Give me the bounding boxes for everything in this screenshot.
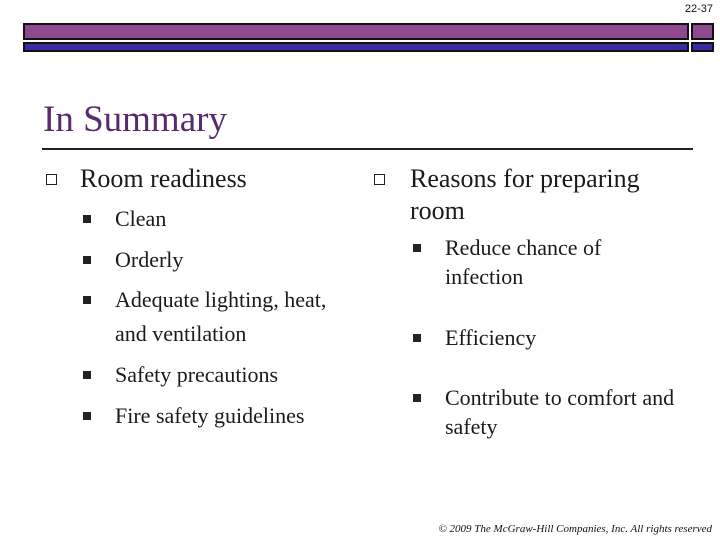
left-item-orderly: Orderly xyxy=(115,247,184,272)
slide-number: 22-37 xyxy=(684,3,713,15)
header-bar xyxy=(23,23,714,52)
header-bar-bottom xyxy=(23,42,689,52)
square-bullet-icon xyxy=(413,244,421,252)
square-bullet-icon xyxy=(413,334,421,342)
right-heading: Reasons for preparing room xyxy=(410,164,640,225)
square-bullet-icon xyxy=(83,296,91,304)
left-item-lighting: Adequate lighting, heat, and ventilation xyxy=(115,287,327,346)
header-square-top xyxy=(691,23,714,40)
left-item-clean: Clean xyxy=(115,206,167,231)
slide-title: In Summary xyxy=(43,99,227,140)
hollow-square-bullet-icon xyxy=(46,174,57,185)
title-rule xyxy=(42,148,693,150)
hollow-square-bullet-icon xyxy=(374,174,385,185)
square-bullet-icon xyxy=(83,412,91,420)
left-heading: Room readiness xyxy=(80,164,247,193)
left-item-safety: Safety precautions xyxy=(115,362,279,387)
copyright-notice: © 2009 The McGraw-Hill Companies, Inc. All rights reserved xyxy=(438,523,712,535)
left-item-fire: Fire safety guidelines xyxy=(115,403,305,428)
header-square-bottom xyxy=(691,42,714,52)
square-bullet-icon xyxy=(413,394,421,402)
square-bullet-icon xyxy=(83,215,91,223)
square-bullet-icon xyxy=(83,256,91,264)
right-item-efficiency: Efficiency xyxy=(445,325,537,350)
right-item-comfort: Contribute to comfort and safety xyxy=(445,385,675,439)
header-bar-top xyxy=(23,23,689,40)
right-item-infection: Reduce chance of infection xyxy=(445,235,602,289)
square-bullet-icon xyxy=(83,371,91,379)
